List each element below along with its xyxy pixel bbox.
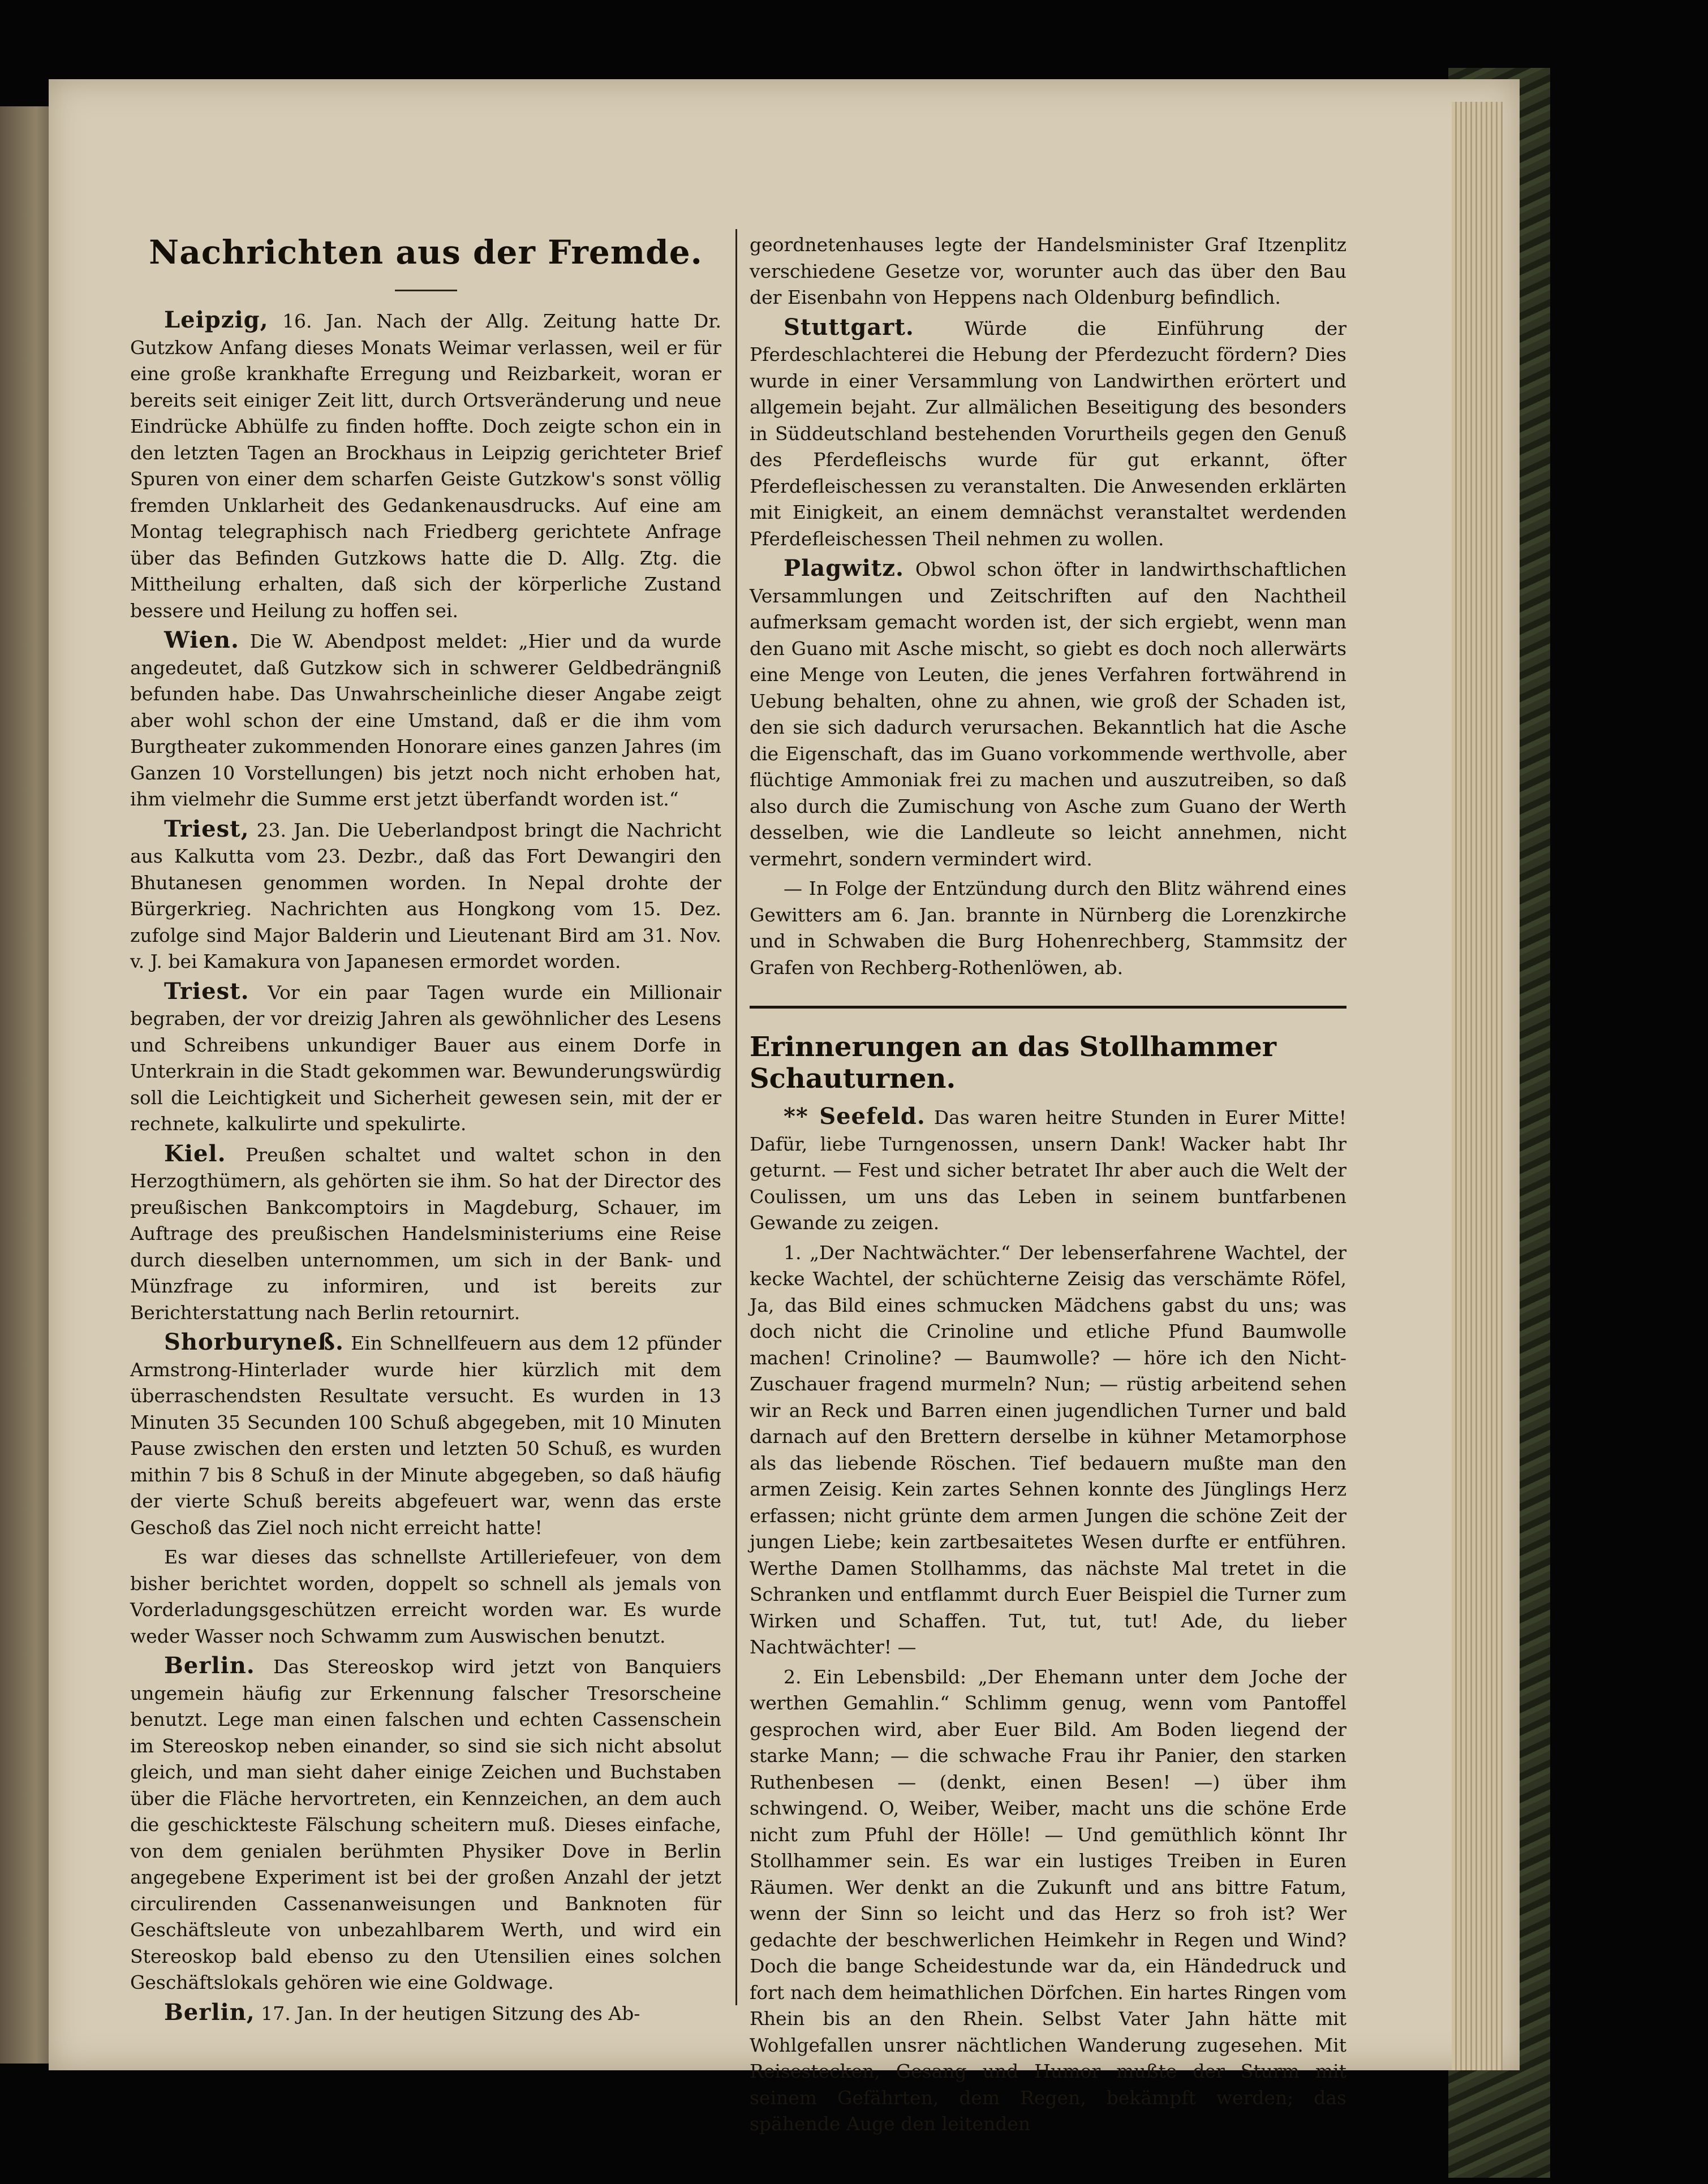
news-item-text: Ein Schnellfeuern aus dem 12 pfünder Armstrong-Hinterlader wurde hier kürzlich mit dem überraschendsten Resultate versucht. Es wurden in 13 Minuten 35 Secunden 100 Schuß abgegeben, mit 10 Minuten Pause zwischen den ersten und letzten 50 Schuß, es wurden mithin 7 bis 8 Schuß in der Minute abgegeben, so daß häufig der vierte Schuß bereits abgefeuert war, wenn das erste Geschoß das Ziel noch nicht erreicht hatte! [130, 1332, 721, 1539]
dateline-place: Leipzig, [164, 307, 269, 333]
news-item [130, 979, 721, 1138]
dateline-place: Shorburyneß. [164, 1329, 344, 1355]
news-item-continued [750, 232, 1346, 311]
news-item [130, 1141, 721, 1326]
news-item [130, 816, 721, 975]
dateline-place: Plagwitz. [784, 555, 904, 581]
news-item-text: Preußen schaltet und waltet schon in den Herzogthümern, als gehörten sie ihm. So hat der Director des preußischen Bankcomptoirs in Magdeburg, Schauer, im Auftrage des preußischen Handelsministeriums eine Reise durch dieselben unternommen, um sich in der Bank- und Münzfrage zu informiren, und ist bereits zur Berichterstattung nach Berlin retournirt. [130, 1143, 721, 1324]
news-item [130, 1653, 721, 1996]
dateline-place: Berlin. [164, 1652, 255, 1679]
news-item-text: Obwol schon öfter in landwirthschaftlichen Versammlungen und Zeitschriften auf den Nachtheil aufmerksam gemacht worden ist, der sich ergiebt, wenn man den Guano mit Asche mischt, so giebt es doch noch allerwärts eine Menge von Leuten, die jenes Verfahren fortwährend in Uebung behalten, ohne zu ahnen, wie groß der Schaden ist, den sie sich dadurch verursachen. Bekanntlich hat die Asche die Eigenschaft, das im Guano vorkommende werthvolle, aber flüchtige Ammoniak frei zu machen und auszutreiben, so daß also durch die Zumischung von Asche zum Guano der Werth desselben, wie die Landleute so leicht annehmen, nicht vermehrt, sondern vermindert wird. [750, 558, 1346, 870]
article-text: Das waren heitre Stunden in Eurer Mitte! Dafür, liebe Turngenossen, unsern Dank! Wacker habt Ihr geturnt. — Fest und sicher betratet Ihr aber auch die Welt der Coulissen, um uns das Leben in seinem buntfarbenen Gewande zu zeigen. [750, 1106, 1346, 1234]
dateline-place: Triest. [164, 977, 249, 1005]
dateline-place: Triest, [164, 815, 249, 842]
news-item [130, 2000, 721, 2027]
article-text: 1. „Der Nachtwächter.“ Der lebenserfahrene Wachtel, der kecke Wachtel, der schüchterne Zeisig das verschämte Röfel, Ja, das Bild eines schmucken Mädchens gabst du uns; was doch nicht die Crinoline und etliche Pfund Baumwolle machen! Crinoline? — Baumwolle? — höre ich den Nicht-Zuschauer fragend murmeln? Nun; — rüstig arbeitend sehen wir an Reck und Barren einen jugendlichen Turner und bald darnach auf den Brettern derselbe in kühner Metamorphose als das liebende Röschen. Tief bedauern mußte man den armen Zeisig. Kein zartes Sehnen konnte des Jünglings Herz erfassen; nicht grünte dem armen Jungen die schöne Zeit der jungen Liebe; kein zartbesaitetes Wesen durfte er entführen. Werthe Damen Stollhamms, das nächste Mal tretet in die Schranken und entflammt durch Euer Beispiel die Turner zum Wirken und Schaffen. Tut, tut, tut! Ade, du lieber Nachtwächter! — [750, 1241, 1346, 1658]
dateline-place: Wien. [164, 627, 239, 653]
section-divider [750, 1006, 1346, 1009]
news-item [750, 315, 1346, 553]
news-item-text: Es war dieses das schnellste Artilleriefeuer, von dem bisher berichtet worden, doppelt so schnell als jemals von Vorderladungsgeschützen erreicht worden war. Es wurde weder Wasser noch Schwamm zum Auswischen benutzt. [130, 1546, 721, 1647]
news-item-text: Das Stereoskop wird jetzt von Banquiers ungemein häufig zur Erkennung falscher Tresorscheine benutzt. Lege man einen falschen und echten Cassenschein im Stereoskop neben einander, so sind sie sich nicht absolut gleich, und man sieht daher einige Zeichen und Buchstaben über die Fläche hervortreten, ein Kennzeichen, an dem auch die geschickteste Fälschung scheitern muß. Dieses einfache, von dem genialen berühmten Physiker Dove in Berlin angegebene Experiment ist bei der großen Anzahl der jetzt circulirenden Cassenanweisungen und Banknoten für Geschäftsleute von unbezahlbarem Werth, und wird ein Stereoskop bald ebenso zu den Utensilien eines solchen Geschäftslokals gehören wie eine Goldwage. [130, 1656, 721, 1993]
news-item [130, 1329, 721, 1541]
left-column [130, 219, 721, 2030]
news-item-text: — In Folge der Entzündung durch den Blitz während eines Gewitters am 6. Jan. brannte in Nürnberg die Lorenzkirche und in Schwaben die Burg Hohenrechberg, Stammsitz der Grafen von Rechberg-Rothenlöwen, ab. [750, 877, 1346, 979]
article-paragraph [750, 1240, 1346, 1661]
heading-rule [395, 290, 457, 291]
news-item-text: Vor ein paar Tagen wurde ein Millionair begraben, der vor dreizig Jahren als gewöhnlicher des Lesens und Schreibens unkundiger Bauer aus einem Dorfe in Unterkrain in die Stadt gekommen war. Bewunderungswürdig soll die Leichtigkeit und Sicherheit gewesen sein, mit der er rechnete, kalkulirte und spekulirte. [130, 981, 721, 1135]
dateline-place: Stuttgart. [784, 313, 914, 341]
section-heading-foreign-news: Nachrichten aus der Fremde. [149, 233, 703, 272]
news-item-text: geordnetenhauses legte der Handelsminister Graf Itzenplitz verschiedene Gesetze vor, worunter auch das über den Bau der Eisenbahn von Heppens nach Oldenburg befindlich. [750, 234, 1346, 308]
news-item-text: 16. Jan. Nach der Allg. Zeitung hatte Dr. Gutzkow Anfang dieses Monats Weimar verlassen, weil er für eine große krankhafte Erregung und Reizbarkeit, woran er bereits seit einiger Zeit litt, durch Ortsveränderung und neue Eindrücke Abhülfe zu finden hoffte. Doch zeigte schon ein in den letzten Tagen an Brockhaus in Leipzig gerichteter Brief Spuren von einer dem scharfen Geiste Gutzkow's sonst völlig fremden Unklarheit des Gedankenausdrucks. Auf eine am Montag telegraphisch nach Friedberg gerichtete Anfrage über das Befinden Gutzkows hatte die D. Allg. Ztg. die Mittheilung erhalten, daß sich der körperliche Zustand bessere und Heilung zu hoffen sei. [130, 310, 721, 622]
dateline-place: Kiel. [164, 1140, 226, 1167]
article-text: 2. Ein Lebensbild: „Der Ehemann unter dem Joche der werthen Gemahlin.“ Schlimm genug, wenn vom Pantoffel gesprochen wird, aber Euer Bild. Am Boden liegend der starke Mann; — die schwache Frau ihr Panier, den starken Ruthenbesen — (denkt, einen Besen! —) über ihm schwingend. O, Weiber, Weiber, macht uns die schöne Erde nicht zum Pfuhl der Hölle! — Und gemüthlich könnt Ihr Stollhammer sein. Es war ein lustiges Treiben in Euren Räumen. Wer denkt an die Zukunft und ans bittre Fatum, wenn der Sinn so leicht und das Herz so froh ist? Wer gedachte der beschwerlichen Heimkehr in Regen und Wind? Doch die bange Scheidestunde war da, ein Händedruck und fort nach dem heimathlichen Dörfchen. Ein hartes Ringen vom Rhein bis an den Rhein. Selbst Vater Jahn hätte mit Wohlgefallen unsrer nächtlichen Wanderung zugesehen. Mit Reisestecken, Gesang und Humor mußte der Sturm mit seinem Gefährten, dem Regen, bekämpft werden; das spähende Auge den leitenden [750, 1665, 1346, 2135]
article-paragraph [750, 1664, 1346, 2138]
news-item-text: 17. Jan. In der heutigen Sitzung des Ab- [261, 2002, 640, 2024]
news-item [750, 876, 1346, 981]
news-item [130, 627, 721, 813]
news-item-text: Die W. Abendpost meldet: „Hier und da wurde angedeutet, daß Gutzkow sich in schwerer Geldbedrängniß befunden habe. Das Unwahrscheinliche dieser Angabe zeigt aber wohl schon der eine Umstand, daß er die ihm vom Burgtheater zukommenden Honorare eines ganzen Jahres (im Ganzen 10 Vorstellungen) bis jetzt noch nicht erhoben hat, ihm vielmehr die Summe erst jetzt überfandt worden ist.“ [130, 630, 721, 810]
article-paragraph [750, 1104, 1346, 1237]
news-item [130, 307, 721, 624]
right-column [750, 232, 1346, 2141]
column-rule [735, 229, 737, 2005]
news-item-text: 23. Jan. Die Ueberlandpost bringt die Nachricht aus Kalkutta vom 23. Dezbr., daß das Fort Dewangiri den Bhutanesen genommen worden. In Nepal drohte der Bürgerkrieg. Nachrichten aus Hongkong vom 15. Dez. zufolge sind Major Balderin und Lieutenant Bird am 31. Nov. v. J. bei Kamakura von Japanesen ermordet worden. [130, 819, 721, 972]
page-stack-edges [1452, 102, 1503, 2070]
section-heading-turnen: Erinnerungen an das Stollhammer Schauturnen. [750, 1031, 1277, 1095]
news-item [130, 1544, 721, 1649]
news-item [750, 555, 1346, 872]
dateline-place: Berlin, [164, 1998, 255, 2026]
facing-page-edge [0, 106, 52, 2064]
news-item-text: Würde die Einführung der Pferdeschlachterei die Hebung der Pferdezucht fördern? Dies wurde in einer Versammlung von Landwirthen erörtert und allgemein bejaht. Zur allmälichen Beseitigung des besonders in Süddeutschland bestehenden Vorurtheils gegen den Genuß des Pferdefleischs wurde für gut erkannt, öfter Pferdefleischessen zu veranstalten. Die Anwesenden erklärten mit Einigkeit, an einem demnächst veranstaltet werdenden Pferdefleischessen Theil nehmen zu wollen. [750, 317, 1346, 550]
dateline-place: ** Seefeld. [784, 1103, 926, 1130]
